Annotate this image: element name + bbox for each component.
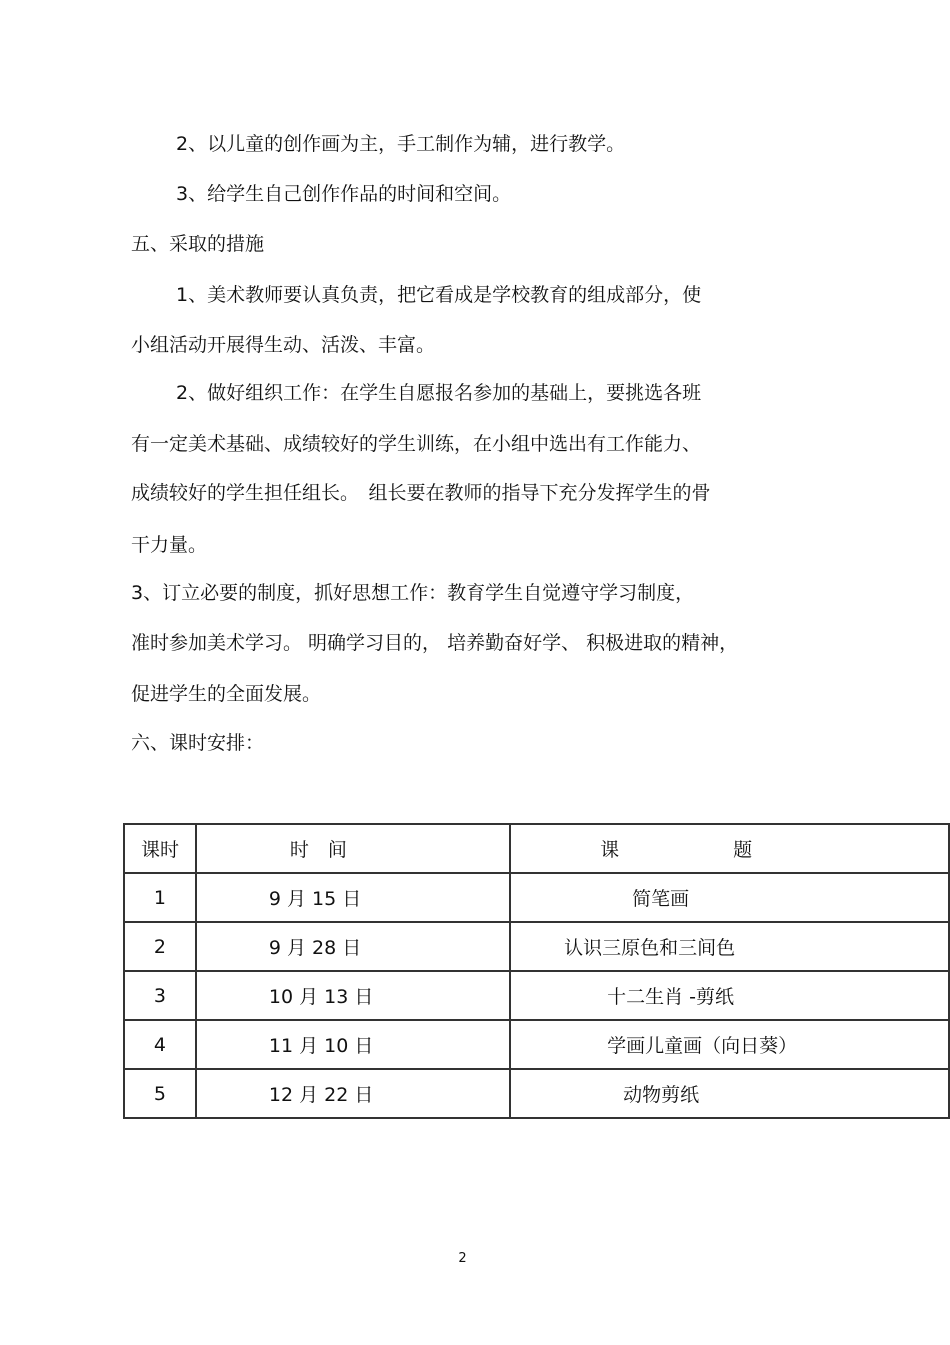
paragraph-line: 3、订立必要的制度，抓好思想工作：教育学生自觉遵守学习制度， [131, 582, 695, 604]
paragraph-line: 成绩较好的学生担任组长。 组长要在教师的指导下充分发挥学生的骨 [131, 482, 711, 504]
cell-topic: 十二生肖 -剪纸 [510, 971, 949, 1020]
cell-date: 9 月 15 日 [196, 873, 510, 922]
paragraph-line: 小组活动开展得生动、活泼、丰富。 [131, 334, 436, 356]
page-number: 2 [458, 1251, 467, 1266]
cell-topic: 学画儿童画（向日葵） [510, 1020, 949, 1069]
cell-date: 12 月 22 日 [196, 1069, 510, 1118]
table-row [124, 873, 949, 922]
paragraph-line: 促进学生的全面发展。 [131, 683, 322, 705]
cell-lesson: 3 [124, 971, 196, 1020]
header-time: 时 间 [196, 824, 510, 873]
cell-lesson: 5 [124, 1069, 196, 1118]
cell-date: 11 月 10 日 [196, 1020, 510, 1069]
paragraph-line: 3、给学生自己创作作品的时间和空间。 [176, 183, 512, 205]
table-row [124, 1069, 949, 1118]
cell-lesson: 2 [124, 922, 196, 971]
cell-topic: 简笔画 [510, 873, 949, 922]
cell-date: 9 月 28 日 [196, 922, 510, 971]
section-heading: 五、采取的措施 [131, 233, 265, 255]
section-heading: 六、课时安排： [131, 732, 265, 754]
paragraph-line: 2、以儿童的创作画为主，手工制作为辅，进行教学。 [176, 133, 626, 155]
cell-lesson: 1 [124, 873, 196, 922]
cell-topic: 动物剪纸 [510, 1069, 949, 1118]
schedule-table [123, 823, 950, 1119]
paragraph-line: 2、做好组织工作：在学生自愿报名参加的基础上，要挑选各班 [176, 382, 702, 404]
cell-topic: 认识三原色和三间色 [510, 922, 949, 971]
header-lesson: 课时 [124, 824, 196, 873]
header-topic: 课 题 [510, 824, 949, 873]
paragraph-line: 准时参加美术学习。 明确学习目的， 培养勤奋好学、 积极进取的精神， [131, 632, 739, 654]
table-row [124, 971, 949, 1020]
table-row [124, 1020, 949, 1069]
paragraph-line: 有一定美术基础、成绩较好的学生训练，在小组中选出有工作能力、 [131, 433, 702, 455]
paragraph-line: 干力量。 [131, 534, 208, 556]
cell-lesson: 4 [124, 1020, 196, 1069]
paragraph-line: 1、美术教师要认真负责，把它看成是学校教育的组成部分，使 [176, 284, 702, 306]
table-header-row [124, 824, 949, 873]
table-row [124, 922, 949, 971]
cell-date: 10 月 13 日 [196, 971, 510, 1020]
